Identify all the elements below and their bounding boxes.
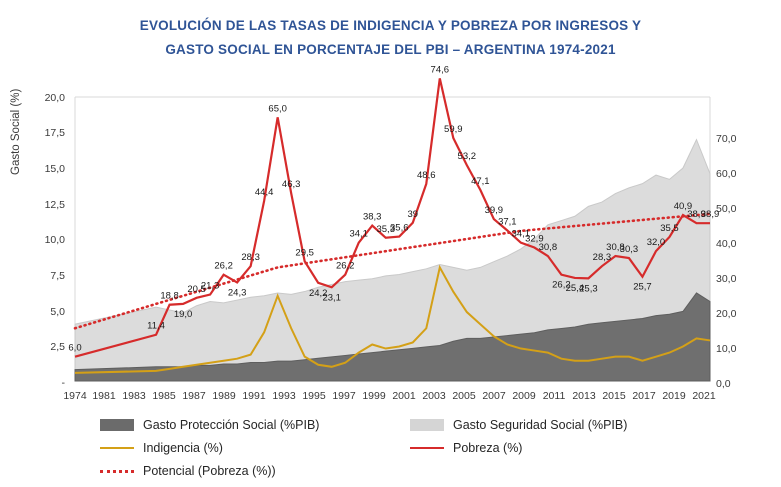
chart-legend [100, 418, 720, 487]
svg-text:32,0: 32,0 [646, 237, 666, 249]
x-tick-2001: 2001 [392, 390, 416, 402]
svg-text:25,7: 25,7 [633, 281, 652, 293]
svg-text:20,5: 20,5 [187, 283, 206, 295]
x-tick-1991: 1991 [242, 390, 266, 402]
legend-item-indigencia [100, 441, 410, 455]
x-tick-1974: 1974 [63, 390, 87, 402]
legend-swatch-icon [100, 447, 134, 449]
svg-text:38,9: 38,9 [700, 209, 720, 221]
x-tick-2015: 2015 [602, 390, 626, 402]
x-tick-1985: 1985 [152, 390, 176, 402]
svg-text:29,5: 29,5 [295, 247, 314, 259]
svg-text:30,8: 30,8 [606, 242, 625, 253]
legend-item-gasto-seguridad [410, 418, 720, 432]
y-right-tick-6: 10,0 [716, 343, 737, 355]
svg-text:11,4: 11,4 [147, 320, 165, 332]
svg-text:37,1: 37,1 [498, 216, 517, 228]
legend-swatch-icon [410, 419, 444, 431]
svg-text:48,6: 48,6 [417, 169, 436, 181]
legend-label: Gasto Protección Social (%PIB) [143, 418, 320, 432]
legend-swatch-icon [100, 470, 134, 473]
y-right-tick-1: 60,0 [716, 168, 737, 180]
legend-item-gasto-proteccion [100, 418, 410, 432]
svg-text:35,6: 35,6 [390, 222, 409, 234]
x-tick-2003: 2003 [422, 390, 446, 402]
y-left-tick-8: - [61, 377, 65, 389]
y-left-tick-6: 5,0 [50, 306, 65, 318]
svg-text:53,2: 53,2 [457, 151, 477, 163]
svg-text:26,2: 26,2 [214, 260, 233, 272]
svg-text:35,3: 35,3 [376, 223, 395, 235]
legend-item-pobreza [410, 441, 720, 455]
legend-label: Pobreza (%) [453, 441, 523, 455]
svg-text:38,9: 38,9 [687, 209, 706, 221]
y-right-tick-5: 20,0 [716, 308, 737, 320]
x-tick-2013: 2013 [572, 390, 596, 402]
x-tick-1983: 1983 [122, 390, 146, 402]
svg-text:74,6: 74,6 [430, 64, 450, 76]
x-tick-1989: 1989 [212, 390, 236, 402]
chart-title-line-2: GASTO SOCIAL EN PORCENTAJE DEL PBI – ARGENTINA 1974-2021 [165, 42, 616, 57]
y-left-tick-2: 15,0 [44, 163, 65, 175]
svg-text:25,4: 25,4 [565, 282, 585, 294]
x-tick-1995: 1995 [302, 390, 326, 402]
svg-text:65,0: 65,0 [268, 103, 287, 115]
legend-label: Indigencia (%) [143, 441, 223, 455]
x-tick-2005: 2005 [452, 390, 476, 402]
svg-text:59,9: 59,9 [444, 124, 463, 135]
x-tick-1987: 1987 [182, 390, 206, 402]
y-left-tick-4: 10,0 [44, 234, 65, 246]
x-tick-1997: 1997 [332, 390, 356, 402]
x-tick-2007: 2007 [482, 390, 506, 402]
y-right-tick-2: 50,0 [716, 203, 737, 215]
y-left-tick-0: 20,0 [44, 92, 65, 104]
svg-text:23,1: 23,1 [322, 292, 341, 304]
svg-text:47,1: 47,1 [471, 175, 490, 187]
x-tick-2017: 2017 [632, 390, 656, 402]
svg-text:35,5: 35,5 [660, 223, 679, 234]
y-right-tick-7: 0,0 [716, 378, 731, 390]
svg-text:24,2: 24,2 [308, 287, 328, 299]
svg-text:39,9: 39,9 [484, 205, 504, 217]
svg-text:25,3: 25,3 [579, 283, 598, 295]
svg-text:40,9: 40,9 [673, 201, 693, 213]
svg-text:34,1: 34,1 [349, 228, 368, 240]
legend-item-potencial [100, 464, 410, 478]
y-left-tick-5: 7,5 [50, 270, 65, 282]
x-tick-1999: 1999 [362, 390, 386, 402]
svg-text:34,1: 34,1 [511, 228, 531, 240]
svg-text:44,4: 44,4 [254, 186, 274, 198]
x-tick-1981: 1981 [92, 390, 116, 402]
x-tick-2021: 2021 [692, 390, 716, 402]
x-tick-2009: 2009 [512, 390, 536, 402]
y-left-tick-1: 17,5 [44, 127, 65, 139]
svg-text:28,3: 28,3 [592, 252, 612, 264]
legend-swatch-icon [410, 447, 444, 449]
svg-text:38,3: 38,3 [362, 211, 382, 223]
svg-text:26,2: 26,2 [335, 260, 355, 272]
svg-text:26,2: 26,2 [552, 279, 571, 291]
svg-text:18,8: 18,8 [160, 290, 179, 302]
y-axis-title: Gasto Social (%) [10, 88, 22, 175]
x-tick-2011: 2011 [542, 390, 566, 402]
svg-text:21,3: 21,3 [200, 280, 220, 292]
svg-text:24,3: 24,3 [227, 287, 247, 299]
y-right-tick-0: 70,0 [716, 133, 737, 145]
legend-label: Potencial (Pobreza (%)) [143, 464, 276, 478]
svg-text:30,3: 30,3 [619, 244, 639, 256]
y-right-tick-4: 30,0 [716, 273, 737, 285]
y-right-tick-3: 40,0 [716, 238, 737, 250]
svg-text:30,8: 30,8 [538, 242, 558, 253]
svg-text:6,0: 6,0 [68, 342, 82, 354]
x-tick-1993: 1993 [272, 390, 296, 402]
svg-text:46,3: 46,3 [281, 179, 301, 191]
svg-text:39: 39 [407, 208, 419, 220]
x-tick-2019: 2019 [662, 390, 686, 402]
svg-text:19,0: 19,0 [173, 308, 193, 320]
svg-text:28,3: 28,3 [241, 252, 260, 264]
chart-title-line-1: EVOLUCIÓN DE LAS TASAS DE INDIGENCIA Y POBREZA POR INGRESOS Y [139, 18, 642, 33]
y-left-tick-7: 2,5 [50, 341, 65, 353]
svg-text:32,9: 32,9 [525, 233, 544, 245]
y-left-tick-3: 12,5 [44, 199, 65, 211]
legend-swatch-icon [100, 419, 134, 431]
legend-label: Gasto Seguridad Social (%PIB) [453, 418, 628, 432]
